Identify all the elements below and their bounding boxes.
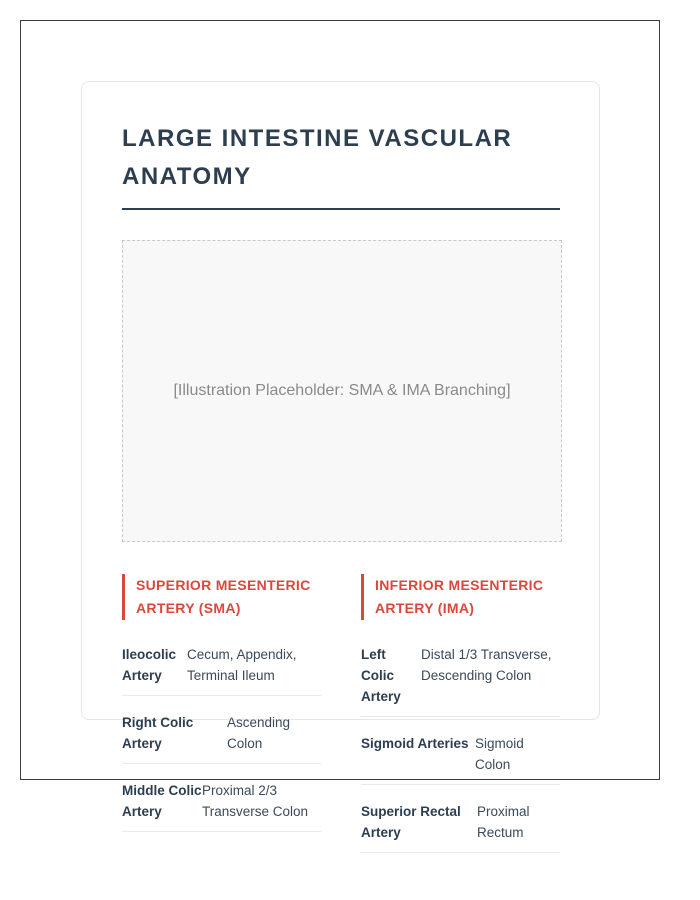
illustration-placeholder-text: [Illustration Placeholder: SMA & IMA Branching] (173, 382, 511, 399)
ima-header: INFERIOR MESENTERIC ARTERY (IMA) (361, 574, 560, 620)
sma-artery-list (122, 638, 321, 832)
artery-name: Left Colic Artery (361, 647, 401, 704)
artery-name: Superior Rectal Artery (361, 804, 461, 840)
document-content (122, 120, 562, 863)
artery-row (122, 638, 321, 696)
artery-supply: Proximal Rectum (477, 804, 530, 840)
artery-supply: Distal 1/3 Transverse, Descending Colon (421, 647, 552, 683)
ima-artery-list (361, 638, 560, 853)
artery-name: Ileocolic Artery (122, 647, 177, 683)
artery-row (361, 638, 560, 717)
artery-row (361, 727, 560, 785)
artery-row (122, 774, 321, 832)
ima-column (361, 574, 560, 863)
artery-name: Sigmoid Arteries (361, 736, 469, 751)
sma-column (122, 574, 321, 863)
artery-supply: Cecum, Appendix, Terminal Ileum (187, 647, 297, 683)
artery-columns (122, 574, 560, 863)
sma-header: SUPERIOR MESENTERIC ARTERY (SMA) (122, 574, 321, 620)
artery-row (361, 795, 560, 853)
artery-name: Right Colic Artery (122, 715, 194, 751)
illustration-placeholder (122, 240, 562, 542)
artery-row (122, 706, 321, 764)
page-title: LARGE INTESTINE VASCULAR ANATOMY (122, 120, 560, 210)
artery-supply: Ascending Colon (227, 715, 291, 751)
artery-supply: Proximal 2/3 Transverse Colon (202, 783, 309, 819)
artery-name: Middle Colic Artery (122, 783, 202, 819)
artery-supply: Sigmoid Colon (475, 736, 524, 772)
